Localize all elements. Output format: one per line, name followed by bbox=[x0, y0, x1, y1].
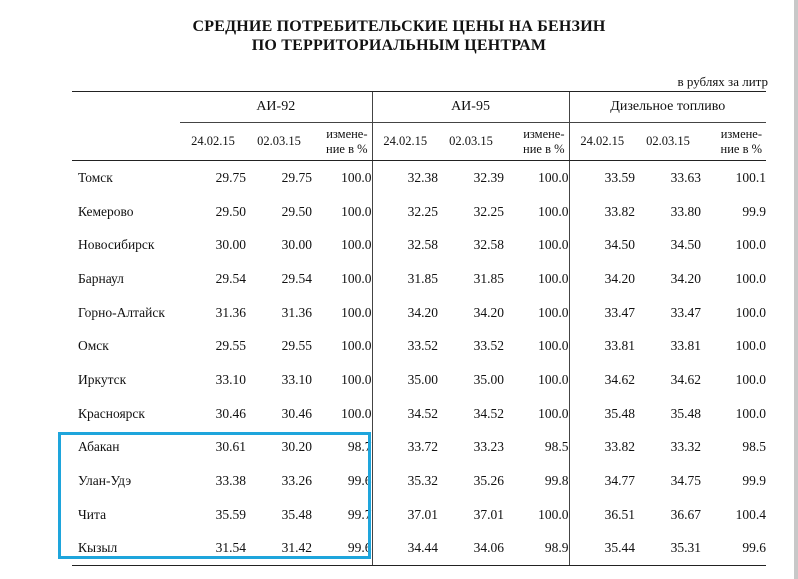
price-cell: 34.20 bbox=[670, 270, 702, 286]
price-cell: 34.50 bbox=[569, 228, 635, 262]
col-header-date: 02.03.15 bbox=[438, 123, 504, 161]
price-cell: 31.36 bbox=[215, 304, 246, 320]
change-cell: 100.0 bbox=[735, 270, 767, 286]
price-cell: 34.44 bbox=[372, 532, 438, 566]
price-cell: 34.62 bbox=[670, 371, 702, 387]
change-cell: 98.5 bbox=[742, 439, 767, 455]
col-header-date: 02.03.15 bbox=[246, 123, 312, 161]
change-cell: 100.0 bbox=[735, 338, 767, 354]
city-name: Абакан bbox=[78, 439, 120, 455]
city-name: Барнаул bbox=[78, 270, 124, 286]
highlight-box bbox=[58, 432, 371, 559]
price-cell: 35.00 bbox=[473, 371, 505, 387]
price-cell: 29.75 bbox=[215, 169, 246, 185]
price-cell: 33.10 bbox=[281, 371, 312, 387]
price-cell: 29.54 bbox=[281, 270, 312, 286]
change-cell: 100.0 bbox=[538, 237, 569, 253]
price-cell: 30.46 bbox=[215, 405, 246, 421]
price-cell: 33.47 bbox=[569, 296, 635, 330]
price-cell: 31.85 bbox=[372, 262, 438, 296]
col-header-date: 24.02.15 bbox=[569, 123, 635, 161]
price-cell: 29.75 bbox=[281, 169, 312, 185]
price-cell: 29.55 bbox=[215, 338, 246, 354]
change-cell: 100.0 bbox=[538, 371, 569, 387]
col-header-change: измене- ние в % bbox=[312, 123, 372, 161]
price-cell: 35.44 bbox=[569, 532, 635, 566]
price-cell: 31.36 bbox=[281, 304, 312, 320]
price-cell: 32.58 bbox=[372, 228, 438, 262]
price-cell: 35.00 bbox=[372, 363, 438, 397]
col-header-change: измене- ние в % bbox=[701, 123, 766, 161]
price-cell: 34.52 bbox=[372, 397, 438, 431]
price-cell: 32.25 bbox=[372, 195, 438, 229]
col-header-date: 24.02.15 bbox=[180, 123, 246, 161]
price-cell: 33.10 bbox=[215, 371, 246, 387]
change-cell: 100.0 bbox=[341, 371, 372, 387]
change-cell: 100.0 bbox=[341, 169, 372, 185]
price-cell: 29.50 bbox=[215, 203, 246, 219]
change-cell: 100.0 bbox=[538, 203, 569, 219]
price-cell: 35.26 bbox=[473, 473, 505, 489]
title-line-1: СРЕДНИЕ ПОТРЕБИТЕЛЬСКИЕ ЦЕНЫ НА БЕНЗИН bbox=[192, 18, 606, 35]
change-cell: 100.0 bbox=[538, 506, 569, 522]
price-cell: 29.50 bbox=[281, 203, 312, 219]
price-cell: 33.38 bbox=[215, 473, 246, 489]
table-row bbox=[72, 363, 766, 397]
change-cell: 100.0 bbox=[735, 237, 767, 253]
change-cell: 100.1 bbox=[735, 169, 767, 185]
table-row bbox=[72, 397, 766, 431]
change-cell: 100.0 bbox=[538, 338, 569, 354]
price-cell: 29.55 bbox=[281, 338, 312, 354]
change-cell: 100.0 bbox=[735, 405, 767, 421]
price-cell: 33.82 bbox=[569, 431, 635, 465]
price-cell: 31.54 bbox=[180, 532, 246, 566]
change-cell: 99.8 bbox=[544, 473, 569, 489]
table-row bbox=[72, 262, 766, 296]
price-cell: 29.54 bbox=[215, 270, 246, 286]
price-cell: 33.63 bbox=[670, 169, 702, 185]
price-cell: 36.51 bbox=[569, 498, 635, 532]
change-cell: 98.7 bbox=[347, 439, 372, 455]
change-cell: 100.0 bbox=[341, 270, 372, 286]
price-cell: 32.38 bbox=[372, 161, 438, 195]
change-cell: 100.0 bbox=[341, 237, 372, 253]
change-cell: 100.0 bbox=[341, 304, 372, 320]
price-cell: 30.61 bbox=[215, 439, 246, 455]
city-name: Новосибирск bbox=[78, 237, 155, 253]
unit-note: в рублях за литр bbox=[677, 74, 768, 89]
city-name: Кемерово bbox=[78, 203, 134, 219]
price-cell: 33.72 bbox=[372, 431, 438, 465]
title-line-2: ПО ТЕРРИТОРИАЛЬНЫМ ЦЕНТРАМ bbox=[251, 37, 547, 54]
change-cell: 99.6 bbox=[312, 532, 372, 566]
price-cell: 35.59 bbox=[215, 506, 246, 522]
table-row bbox=[72, 228, 766, 262]
city-name: Чита bbox=[78, 506, 107, 522]
price-cell: 35.32 bbox=[372, 464, 438, 498]
city-name: Горно-Алтайск bbox=[78, 304, 165, 320]
price-cell: 30.46 bbox=[281, 405, 312, 421]
change-cell: 100.0 bbox=[538, 304, 569, 320]
table-row bbox=[72, 296, 766, 330]
price-cell: 33.52 bbox=[473, 338, 505, 354]
table-row bbox=[72, 329, 766, 363]
change-cell: 100.0 bbox=[735, 304, 767, 320]
col-header-change: измене- ние в % bbox=[504, 123, 569, 161]
price-cell: 34.62 bbox=[569, 363, 635, 397]
price-cell: 31.85 bbox=[473, 270, 505, 286]
group-header-ai95: АИ-95 bbox=[372, 92, 569, 123]
city-name: Иркутск bbox=[78, 371, 127, 387]
price-cell: 33.32 bbox=[670, 439, 702, 455]
group-header-diesel: Дизельное топливо bbox=[569, 92, 766, 123]
change-cell: 98.5 bbox=[544, 439, 569, 455]
change-cell: 98.9 bbox=[504, 532, 569, 566]
price-cell: 34.75 bbox=[670, 473, 702, 489]
change-cell: 100.4 bbox=[735, 506, 767, 522]
city-name: Улан-Удэ bbox=[78, 473, 132, 489]
price-cell: 34.20 bbox=[372, 296, 438, 330]
price-cell: 33.81 bbox=[569, 329, 635, 363]
change-cell: 100.0 bbox=[538, 169, 569, 185]
corner-cell bbox=[72, 92, 180, 123]
price-cell: 37.01 bbox=[372, 498, 438, 532]
change-cell: 99.6 bbox=[701, 532, 766, 566]
price-cell: 32.39 bbox=[473, 169, 505, 185]
col-header-date: 02.03.15 bbox=[635, 123, 701, 161]
page-edge bbox=[794, 0, 798, 579]
price-cell: 35.31 bbox=[635, 532, 701, 566]
city-name: Кызыл bbox=[72, 532, 180, 566]
price-cell: 35.48 bbox=[569, 397, 635, 431]
change-cell: 99.6 bbox=[347, 473, 372, 489]
price-cell: 34.50 bbox=[670, 237, 702, 253]
price-cell: 35.48 bbox=[281, 506, 312, 522]
price-cell: 35.48 bbox=[670, 405, 702, 421]
price-cell: 36.67 bbox=[670, 506, 702, 522]
price-cell: 34.20 bbox=[473, 304, 505, 320]
price-cell: 33.82 bbox=[569, 195, 635, 229]
price-cell: 34.52 bbox=[473, 405, 505, 421]
change-cell: 99.7 bbox=[347, 506, 372, 522]
change-cell: 100.0 bbox=[538, 405, 569, 421]
table-row bbox=[72, 195, 766, 229]
price-cell: 33.80 bbox=[670, 203, 702, 219]
price-cell: 32.58 bbox=[473, 237, 505, 253]
city-name: Томск bbox=[78, 169, 113, 185]
price-cell: 33.59 bbox=[569, 161, 635, 195]
table-row bbox=[72, 161, 766, 195]
price-cell: 33.23 bbox=[473, 439, 505, 455]
corner-cell-sub bbox=[72, 123, 180, 161]
price-cell: 34.77 bbox=[569, 464, 635, 498]
change-cell: 100.0 bbox=[341, 203, 372, 219]
price-cell: 34.06 bbox=[438, 532, 504, 566]
change-cell: 100.0 bbox=[341, 338, 372, 354]
change-cell: 100.0 bbox=[341, 405, 372, 421]
city-name: Красноярск bbox=[78, 405, 145, 421]
group-header-ai92: АИ-92 bbox=[180, 92, 372, 123]
change-cell: 99.9 bbox=[742, 473, 767, 489]
col-header-date: 24.02.15 bbox=[372, 123, 438, 161]
price-cell: 33.26 bbox=[281, 473, 312, 489]
price-cell: 30.20 bbox=[281, 439, 312, 455]
change-cell: 99.9 bbox=[742, 203, 767, 219]
price-cell: 33.52 bbox=[372, 329, 438, 363]
city-name: Омск bbox=[78, 338, 109, 354]
change-cell: 100.0 bbox=[538, 270, 569, 286]
price-cell: 33.81 bbox=[670, 338, 702, 354]
price-cell: 31.42 bbox=[246, 532, 312, 566]
change-cell: 100.0 bbox=[735, 371, 767, 387]
price-cell: 34.20 bbox=[569, 262, 635, 296]
price-cell: 30.00 bbox=[281, 237, 312, 253]
price-cell: 33.47 bbox=[670, 304, 702, 320]
price-cell: 32.25 bbox=[473, 203, 505, 219]
price-cell: 37.01 bbox=[473, 506, 505, 522]
price-cell: 30.00 bbox=[215, 237, 246, 253]
